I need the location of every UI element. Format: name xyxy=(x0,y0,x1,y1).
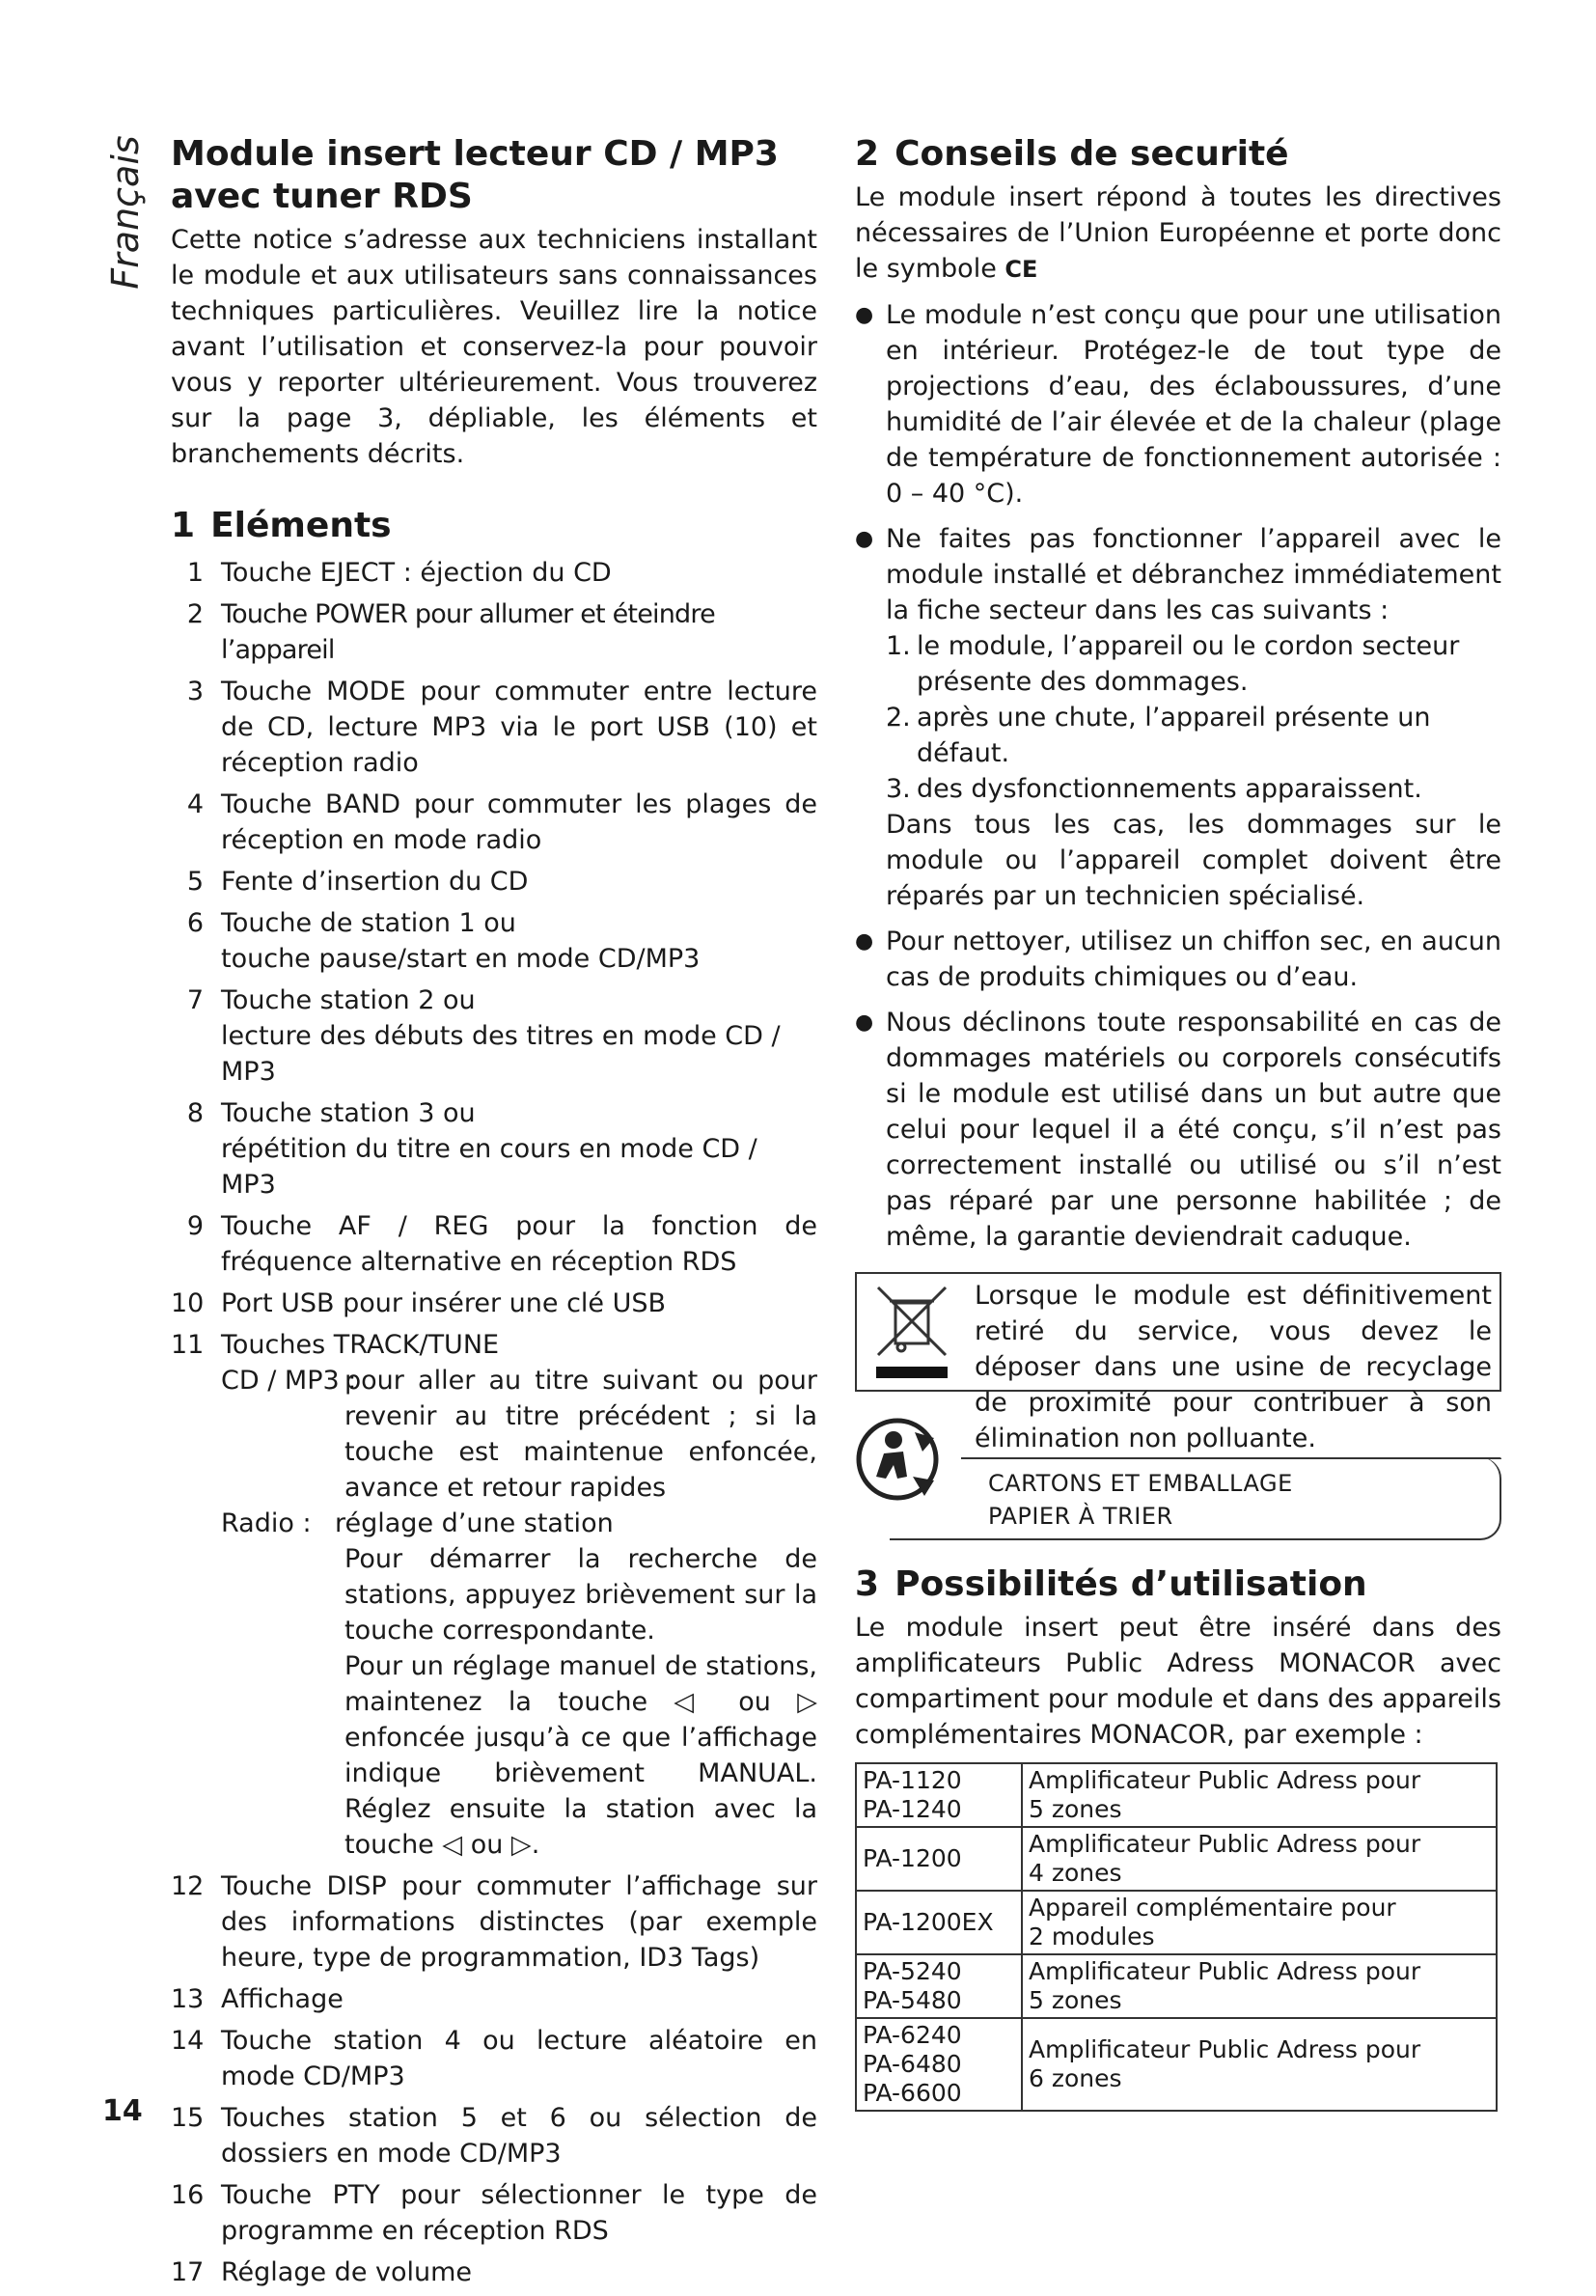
item-number: 1 xyxy=(186,558,204,588)
section-3-title: Possibilités d’utilisation xyxy=(894,1564,1367,1604)
item-text-2: touche pause/start en mode CD/MP3 xyxy=(221,944,701,974)
item-number: 17 xyxy=(171,2257,205,2287)
damage-case xyxy=(886,700,1501,771)
description-line: 5 zones xyxy=(1029,1795,1122,1823)
safety-bullet-1: ● Le module n’est conçu que pour une utilisation en intérieur. Protégez-le de tout type de projections d’eau, des éclaboussures, d’une humidité de l’air élevée et de la chaleur (plage de température de fonctionnement autorisée : 0 – 40 °C). xyxy=(855,297,1501,512)
case-text: des dysfonctionnements apparaissent. xyxy=(917,774,1422,804)
model-name: PA-6240 xyxy=(863,2021,962,2049)
crossed-bin-icon xyxy=(870,1282,953,1382)
item-text: Touches station 5 et 6 ou sélection de dossiers en mode CD/MP3 xyxy=(221,2103,817,2169)
item-number: 6 xyxy=(186,908,204,938)
usage-intro: Le module insert peut être inséré dans des amplificateurs Public Adress MONACOR avec compartiment pour module et dans des appareils complémentaires MONACOR, par exemple : xyxy=(855,1613,1501,1750)
model-cell xyxy=(856,2018,1022,2111)
item-text: Touche PTY pour sélectionner le type de programme en réception RDS xyxy=(221,2180,817,2246)
list-item xyxy=(171,864,817,899)
item-text: Touche de station 1 ou xyxy=(221,908,516,938)
radio-text: réglage d’une station xyxy=(335,1508,614,1538)
recycling-man-icon xyxy=(855,1409,948,1515)
list-item xyxy=(171,1095,817,1203)
description-line: Appareil complémentaire pour xyxy=(1029,1894,1396,1922)
list-item xyxy=(171,2177,817,2249)
case-number: 2. xyxy=(886,703,911,733)
safety-bullet-4: ● Nous déclinons toute responsabilité en cas de dommages matériels ou corporels consécutifs si le module est utilisé dans un but autre que celui pour lequel il a été conçu, s’il n’est pas correctement installé ou utilisé ou s’il n’est pas réparé par une personne habilitée ; de même, la garantie deviendrait caduque. xyxy=(855,1005,1501,1255)
description-line: Amplificateur Public Adress pour xyxy=(1029,1957,1421,1985)
section-1-title: Eléments xyxy=(210,506,392,545)
description-line: 6 zones xyxy=(1029,2064,1122,2092)
radio-paragraph-1: Pour démarrer la recherche de stations, appuyez brièvement sur la touche correspondante. xyxy=(344,1544,817,1646)
item-number: 16 xyxy=(171,2180,205,2210)
list-item xyxy=(171,905,817,977)
section-2-number: 2 xyxy=(855,134,880,174)
intro-paragraph: Cette notice s’adresse aux techniciens installant le module et aux utilisateurs sans connaissances techniques particulières. Veuillez lire la notice avant l’utilisation et conservez-la pour pouvoir vous y reporter ultérieurement. Vous trouverez sur la page 3, dépliable, les éléments et branchements décrits. xyxy=(171,225,817,469)
case-number: 3. xyxy=(886,774,911,804)
model-cell xyxy=(856,1954,1022,2018)
recycling-line-1: CARTONS ET EMBALLAGE xyxy=(988,1470,1293,1497)
radio-subitem xyxy=(221,1506,817,1863)
radio-paragraph-2: Pour un réglage manuel de stations, maintenez la touche ◁ ou ▷ enfoncée jusqu’à ce que l’affichage indique brièvement MANUAL. Réglez ensuite la station avec la touche ◁ ou ▷. xyxy=(344,1651,817,1860)
section-1-heading xyxy=(171,505,817,547)
recycling-line-2: PAPIER À TRIER xyxy=(988,1503,1173,1530)
list-item-track-tune xyxy=(171,1327,817,1863)
item-text: Affichage xyxy=(221,1984,344,2014)
table-row xyxy=(856,1827,1497,1891)
description-cell xyxy=(1022,1891,1497,1954)
list-item xyxy=(171,2255,817,2290)
right-column xyxy=(855,133,1501,2112)
description-line: 2 modules xyxy=(1029,1923,1155,1950)
cd-mp3-text: pour aller au titre suivant ou pour revenir au titre précédent ; si la touche est maintenue enfoncée, avance et retour rapides xyxy=(344,1366,817,1503)
item-number: 14 xyxy=(171,2026,205,2056)
weee-disposal-box xyxy=(855,1272,1501,1453)
table-row xyxy=(856,1891,1497,1954)
title-line-1: Module insert lecteur CD / MP3 xyxy=(171,134,779,174)
item-text: Touche EJECT : éjection du CD xyxy=(221,558,612,588)
list-item xyxy=(171,1286,817,1321)
item-text: Touches TRACK/TUNE xyxy=(221,1330,500,1360)
section-2-heading xyxy=(855,133,1501,176)
list-item xyxy=(171,2023,817,2094)
item-number: 5 xyxy=(186,867,204,897)
model-name: PA-6600 xyxy=(863,2079,962,2107)
item-number: 7 xyxy=(186,985,204,1015)
item-text-2: répétition du titre en cours en mode CD / MP3 xyxy=(221,1134,757,1200)
language-side-label xyxy=(96,135,154,290)
list-item xyxy=(171,982,817,1090)
cd-mp3-label: CD / MP3 : xyxy=(221,1366,357,1396)
document-title xyxy=(171,133,817,218)
safety-bullet-3: ● Pour nettoyer, utilisez un chiffon sec, en aucun cas de produits chimiques ou d’eau. xyxy=(855,924,1501,995)
model-cell xyxy=(856,1827,1022,1891)
case-text: après une chute, l’appareil présente un défaut. xyxy=(917,703,1431,768)
model-name: PA-5240 xyxy=(863,1957,962,1985)
safety-bullet-2 xyxy=(855,521,1501,628)
page-number: 14 xyxy=(102,2094,143,2128)
case-number: 1. xyxy=(886,631,911,661)
list-item xyxy=(171,2100,817,2172)
table-row xyxy=(856,1763,1497,1827)
model-name: PA-1240 xyxy=(863,1795,962,1823)
item-number: 11 xyxy=(171,1330,205,1360)
list-item xyxy=(171,1208,817,1280)
list-item xyxy=(171,787,817,858)
item-text: Touche station 4 ou lecture aléatoire en mode CD/MP3 xyxy=(221,2026,817,2091)
table-row xyxy=(856,1954,1497,2018)
description-cell xyxy=(1022,1954,1497,2018)
item-text: Touche station 2 ou xyxy=(221,985,476,1015)
section-3-number: 3 xyxy=(855,1564,880,1604)
description-line: Amplificateur Public Adress pour xyxy=(1029,2035,1421,2063)
title-line-2: avec tuner RDS xyxy=(171,177,473,216)
left-column xyxy=(171,133,817,2296)
weee-disposal-text: Lorsque le module est définitivement retiré du service, vous devez le déposer dans une usine de recyclage de proximité pour contribuer à son élimination non polluante. xyxy=(975,1281,1492,1453)
damage-cases-list xyxy=(855,628,1501,914)
description-line: 5 zones xyxy=(1029,1986,1122,2014)
damage-cases-note: Dans tous les cas, les dommages sur le module ou l’appareil complet doivent être réparés par un technicien spécialisé. xyxy=(886,810,1501,911)
item-text: Touche station 3 ou xyxy=(221,1098,476,1128)
list-item xyxy=(171,1981,817,2017)
item-text-2: lecture des débuts des titres en mode CD / MP3 xyxy=(221,1021,781,1087)
item-text: Touche POWER pour allumer et éteindre l’appareil xyxy=(221,599,715,665)
description-cell xyxy=(1022,2018,1497,2111)
item-number: 12 xyxy=(171,1871,205,1901)
table-row xyxy=(856,2018,1497,2111)
description-line: Amplificateur Public Adress pour xyxy=(1029,1766,1421,1794)
safety-intro-text: Le module insert répond à toutes les directives nécessaires de l’Union Européenne et porte donc le symbole xyxy=(855,182,1501,284)
recycling-text xyxy=(988,1467,1293,1533)
list-item xyxy=(171,596,817,668)
list-item xyxy=(171,555,817,591)
model-name: PA-5480 xyxy=(863,1986,962,2014)
item-number: 4 xyxy=(186,789,204,819)
section-1-number: 1 xyxy=(171,506,196,545)
item-text: Touche DISP pour commuter l’affichage sur des informations distinctes (par exemple heure, type de programmation, ID3 Tags) xyxy=(221,1871,817,1973)
item-number: 3 xyxy=(186,677,204,706)
list-item xyxy=(171,674,817,781)
item-number: 10 xyxy=(171,1288,205,1318)
item-number: 13 xyxy=(171,1984,205,2014)
description-line: Amplificateur Public Adress pour xyxy=(1029,1830,1421,1858)
description-cell xyxy=(1022,1827,1497,1891)
ce-mark-icon: CE xyxy=(1004,256,1038,283)
case-text: le module, l’appareil ou le cordon secteur présente des dommages. xyxy=(917,631,1460,697)
list-item xyxy=(171,1868,817,1976)
safety-intro xyxy=(855,180,1501,288)
item-text: Touche AF / REG pour la fonction de fréquence alternative en réception RDS xyxy=(221,1211,817,1277)
damage-case xyxy=(886,771,1501,807)
compatible-models-table xyxy=(855,1762,1498,2112)
radio-label: Radio : xyxy=(221,1508,312,1538)
item-text: Réglage de volume xyxy=(221,2257,473,2287)
item-text: Touche BAND pour commuter les plages de réception en mode radio xyxy=(221,789,817,855)
safety-bullet-2-text: Ne faites pas fonctionner l’appareil avec le module installé et débranchez immédiatement la fiche secteur dans les cas suivants : xyxy=(886,524,1501,625)
item-text: Port USB pour insérer une clé USB xyxy=(221,1288,667,1318)
damage-case xyxy=(886,628,1501,700)
item-number: 2 xyxy=(186,599,204,629)
item-number: 9 xyxy=(186,1211,204,1241)
model-name: PA-6480 xyxy=(863,2050,962,2078)
model-cell xyxy=(856,1763,1022,1827)
section-3-heading xyxy=(855,1563,1501,1606)
language-label-text: Français xyxy=(104,135,147,290)
section-2-title: Conseils de securité xyxy=(894,134,1289,174)
description-line: 4 zones xyxy=(1029,1859,1122,1887)
model-name: PA-1200 xyxy=(863,1844,962,1872)
recycling-notice xyxy=(855,1409,1501,1554)
model-cell xyxy=(856,1891,1022,1954)
model-name: PA-1120 xyxy=(863,1766,962,1794)
elements-list xyxy=(171,555,817,2290)
recycling-frame-top xyxy=(961,1457,1501,1459)
item-text: Touche MODE pour commuter entre lecture de CD, lecture MP3 via le port USB (10) et réception radio xyxy=(221,677,817,778)
item-number: 15 xyxy=(171,2103,205,2133)
description-cell xyxy=(1022,1763,1497,1827)
item-number: 8 xyxy=(186,1098,204,1128)
model-name: PA-1200EX xyxy=(863,1908,994,1936)
item-text: Fente d’insertion du CD xyxy=(221,867,529,897)
cd-mp3-subitem xyxy=(221,1363,817,1506)
